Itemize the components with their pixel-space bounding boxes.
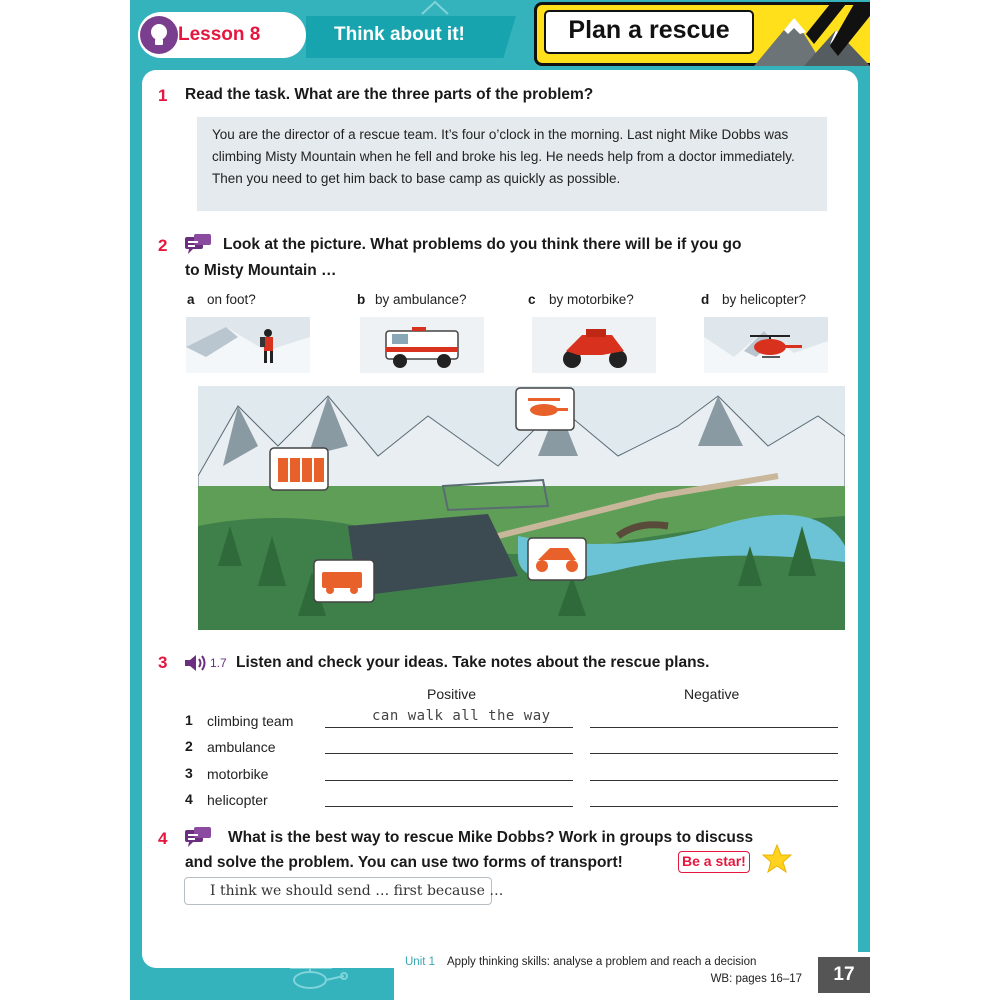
row-1-positive-line[interactable] xyxy=(325,727,573,728)
row-1-label: climbing team xyxy=(207,713,294,729)
row-4-negative-line[interactable] xyxy=(590,806,838,807)
mountain-stripes-icon xyxy=(754,4,870,66)
motorbike-photo xyxy=(532,317,656,373)
activity-4-instruction-cont: and solve the problem. You can use two forms of transport! xyxy=(185,854,623,871)
helicopter-photo xyxy=(704,317,828,373)
row-3-label: motorbike xyxy=(207,766,269,782)
page-number: 17 xyxy=(818,957,870,993)
option-d-letter: d xyxy=(701,292,710,307)
climber-photo xyxy=(186,317,310,373)
activity-4-instruction: What is the best way to rescue Mike Dobbs? Work in groups to discuss xyxy=(228,829,754,846)
activity-2-number: 2 xyxy=(158,236,168,255)
row-2-positive-line[interactable] xyxy=(325,753,573,754)
task-text: You are the director of a rescue team. It’s four o’clock in the morning. Last night Mike Dobbs was climbing Misty Mountain when he fell and broke his leg. He needs help from a doctor immediately. Then you need to get him back to base camp as quickly as possible. xyxy=(212,127,795,186)
activity-2-instruction-cont: to Misty Mountain … xyxy=(185,262,337,279)
footer-unit: Unit 1 xyxy=(405,956,436,968)
positive-column-header: Positive xyxy=(427,686,477,702)
speech-bubbles-icon xyxy=(185,234,211,254)
activity-2-instruction: Look at the picture. What problems do you think there will be if you go xyxy=(223,236,742,253)
row-1-number: 1 xyxy=(185,712,193,728)
section-title: Think about it! xyxy=(334,24,465,45)
row-3-number: 3 xyxy=(185,765,193,781)
page-title: Plan a rescue xyxy=(568,16,730,44)
ambulance-photo xyxy=(360,317,484,373)
option-b-label: by ambulance? xyxy=(375,292,467,307)
row-2-negative-line[interactable] xyxy=(590,753,838,754)
row-4-number: 4 xyxy=(185,791,193,807)
row-4-label: helicopter xyxy=(207,792,268,808)
speech-bubbles-icon xyxy=(185,827,211,847)
star-icon xyxy=(762,844,792,874)
option-c-label: by motorbike? xyxy=(549,292,634,307)
mountain-outline-icon xyxy=(420,0,450,16)
option-d-label: by helicopter? xyxy=(722,292,807,307)
activity-1-number: 1 xyxy=(158,86,168,105)
activity-3-instruction: Listen and check your ideas. Take notes about the rescue plans. xyxy=(236,654,710,671)
activity-1-instruction: Read the task. What are the three parts of the problem? xyxy=(185,86,594,103)
negative-column-header: Negative xyxy=(684,686,740,702)
row-2-label: ambulance xyxy=(207,739,276,755)
activity-4-number: 4 xyxy=(158,829,168,848)
footer-description: Apply thinking skills: analyse a problem and reach a decision xyxy=(447,956,757,968)
lesson-label: Lesson 8 xyxy=(178,24,261,45)
speech-hint-text: I think we should send … first because … xyxy=(210,883,504,899)
be-a-star-badge: Be a star! xyxy=(678,851,750,873)
textbook-page xyxy=(130,0,870,1000)
option-c-letter: c xyxy=(528,292,536,307)
content-card xyxy=(142,70,858,968)
option-b-letter: b xyxy=(357,292,366,307)
row-4-positive-line[interactable] xyxy=(325,806,573,807)
audio-track-number: 1.7 xyxy=(210,656,227,670)
option-a-letter: a xyxy=(187,292,195,307)
row-1-positive-note: can walk all the way xyxy=(372,708,551,724)
speaker-icon xyxy=(185,654,207,672)
row-3-positive-line[interactable] xyxy=(325,780,573,781)
lightbulb-icon xyxy=(140,16,178,54)
activity-3-number: 3 xyxy=(158,653,168,672)
footer-workbook-pages: WB: pages 16–17 xyxy=(710,973,802,985)
row-1-negative-line[interactable] xyxy=(590,727,838,728)
row-2-number: 2 xyxy=(185,738,193,754)
misty-mountain-scene xyxy=(198,386,845,630)
option-a-label: on foot? xyxy=(207,292,256,307)
row-3-negative-line[interactable] xyxy=(590,780,838,781)
